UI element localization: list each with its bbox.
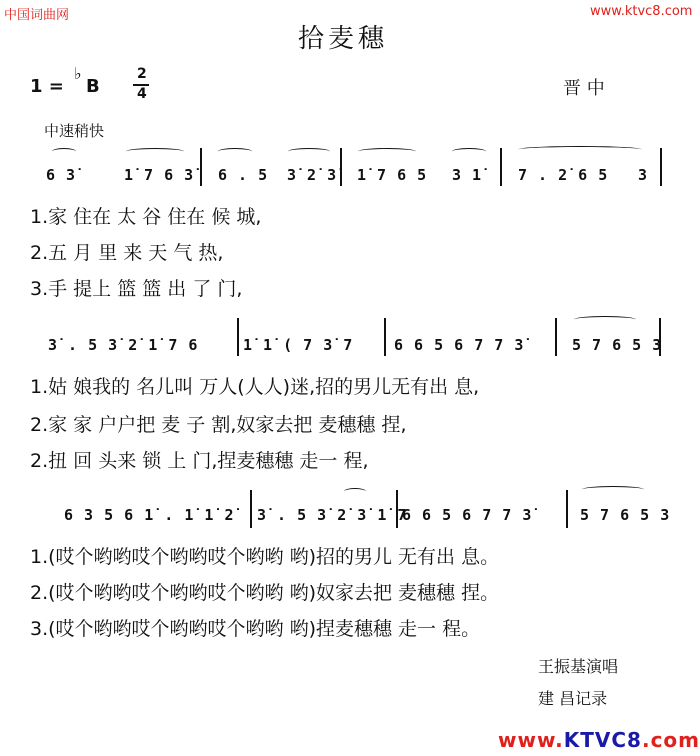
tempo-marking: 中速稍快 — [44, 122, 105, 140]
site-watermark-left: 中国词曲网 — [4, 8, 70, 23]
song-origin: 晋 中 — [563, 78, 605, 99]
slur — [288, 148, 330, 155]
bar-line — [200, 148, 202, 186]
bar-line — [250, 490, 252, 528]
bar-line — [555, 318, 557, 356]
note-group: 3 — [638, 166, 649, 184]
lyric-line: 2.扭 回 头来 锁 上 门,捏麦穗穗 走一 程, — [30, 450, 369, 472]
note-group: 6 6 5 6 7 7 3̇ — [394, 336, 525, 354]
watermark-prefix: www. — [498, 728, 564, 752]
note-group: 5 7 6 5 3 — [580, 506, 671, 524]
watermark-brand: KTVC8 — [563, 728, 642, 752]
lyric-line: 1.(哎个哟哟哎个哟哟哎个哟哟 哟)招的男儿 无有出 息。 — [30, 546, 500, 568]
note-group: 1̇ 7 6 5 — [357, 166, 428, 184]
note-group: 3̇ 2̇ 3̇ — [287, 166, 338, 184]
note-group: 1̇ 1̇ ( 7 3̇ 7 — [243, 336, 354, 354]
flat-sign: ♭ — [74, 64, 82, 83]
note-group: 7 . 2̇ 6 5 — [518, 166, 609, 184]
time-signature-top: 2 — [137, 66, 147, 82]
key-prefix: 1 = — [30, 76, 64, 97]
bottom-watermark — [498, 728, 700, 752]
note-group: 6 . 5 — [218, 166, 269, 184]
bar-line — [237, 318, 239, 356]
slur — [126, 148, 184, 155]
bar-line — [340, 148, 342, 186]
lyric-line: 2.家 家 户户把 麦 子 割,奴家去把 麦穗穗 捏, — [30, 414, 407, 436]
bar-line — [384, 318, 386, 356]
note-group: 6 3 5 6 1̇ . 1̇ 1̇ 2̇ — [64, 506, 235, 524]
note-group: 6 6 5 6 7 7 3̇ — [402, 506, 533, 524]
time-signature-bottom: 4 — [137, 86, 147, 102]
slur — [582, 486, 644, 493]
note-group: 5 7 6 5 3 — [572, 336, 663, 354]
note-group: 1̇ 7 6 3̇ — [124, 166, 195, 184]
slur — [52, 148, 76, 155]
slur — [218, 148, 252, 155]
slur — [344, 488, 366, 495]
song-title: 拾麦穗 — [298, 24, 389, 54]
slur — [574, 316, 636, 323]
lyric-line: 3.(哎个哟哟哎个哟哟哎个哟哟 哟)捏麦穗穗 走一 程。 — [30, 618, 481, 640]
note-group: 3 1̇ — [452, 166, 483, 184]
lyric-line: 1.姑 娘我的 名儿叫 万人(人人)迷,招的男儿无有出 息, — [30, 376, 480, 398]
slur — [358, 148, 416, 155]
lyric-line: 1.家 住在 太 谷 住在 候 城, — [30, 206, 262, 228]
slur — [518, 146, 642, 153]
watermark-suffix: .com — [641, 728, 700, 752]
note-group: 3̇ . 5 3̇ 2̇ 1̇ 7 6 — [48, 336, 199, 354]
lyric-line: 3.手 提上 篮 篮 出 了 门, — [30, 278, 243, 300]
bar-line — [660, 148, 662, 186]
key-note: B — [86, 76, 100, 97]
singer-credit: 王振基演唱 — [538, 657, 619, 676]
note-group: 6 3̇ — [46, 166, 77, 184]
bar-line — [500, 148, 502, 186]
recorder-credit: 建 昌记录 — [538, 689, 608, 708]
lyric-line: 2.五 月 里 来 天 气 热, — [30, 242, 224, 264]
slur — [452, 148, 486, 155]
bar-line — [566, 490, 568, 528]
site-watermark-right: www.ktvc8.com — [590, 4, 693, 19]
note-group: 3̇ . 5 3̇ 2̇ 3̇ 1̇ 7 — [257, 506, 408, 524]
lyric-line: 2.(哎个哟哟哎个哟哟哎个哟哟 哟)奴家去把 麦穗穗 捏。 — [30, 582, 500, 604]
